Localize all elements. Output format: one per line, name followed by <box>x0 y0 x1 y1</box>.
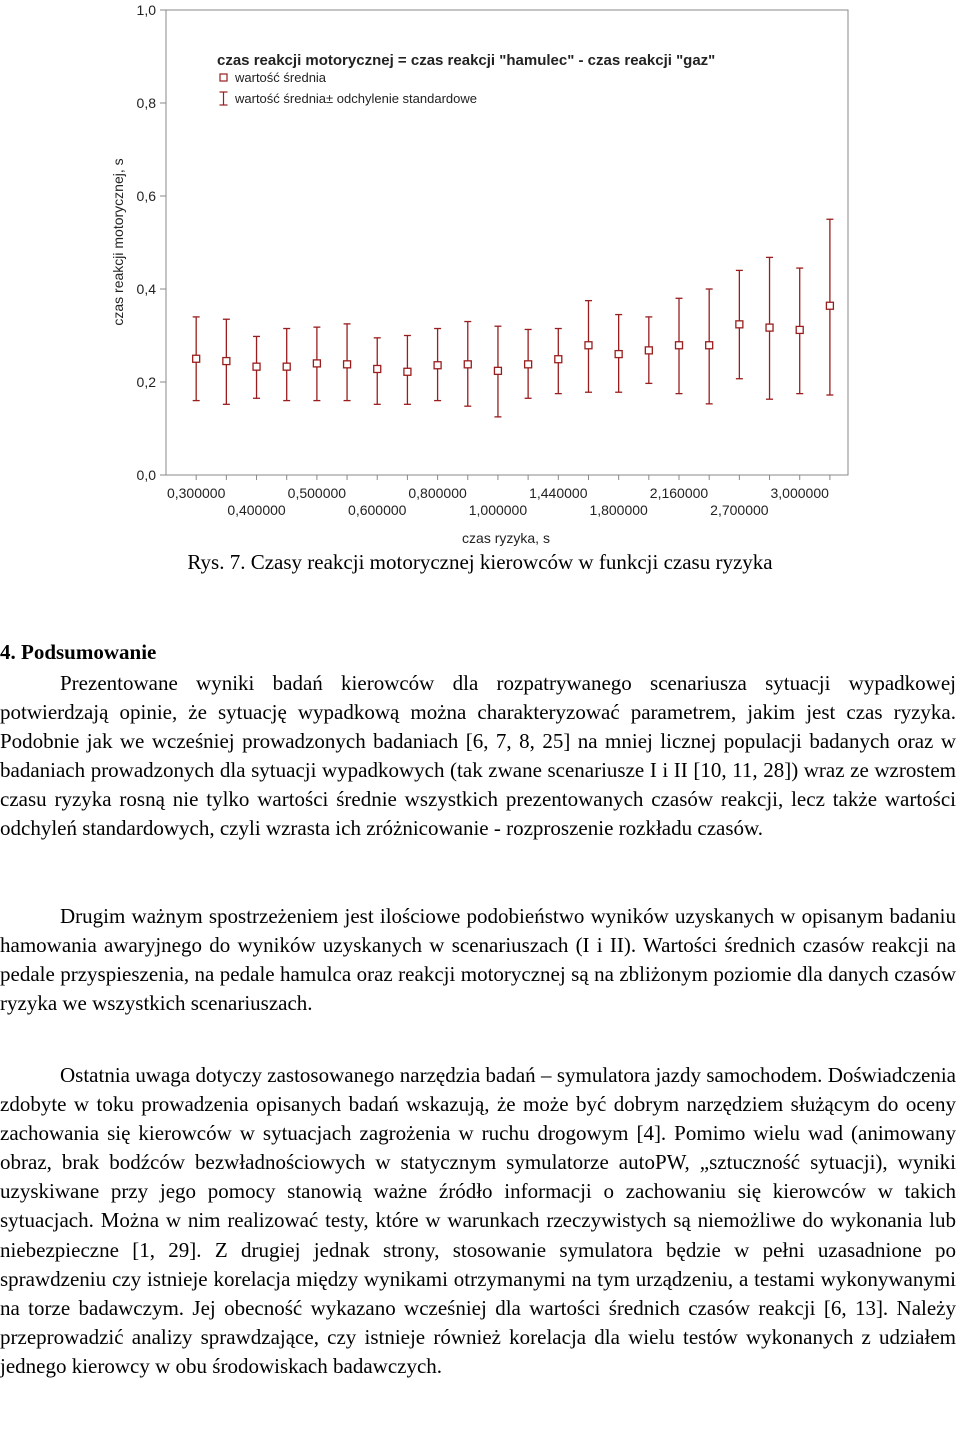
mean-marker <box>223 358 230 365</box>
mean-marker <box>313 360 320 367</box>
x-tick-label: 0,400000 <box>227 502 286 518</box>
paragraph-1: Prezentowane wyniki badań kierowców dla rozpatrywanego scenariusza sytuacji wypadkowej potwierdzają opinie, że sytuację wypadkową można charakteryzować parametrem, jakim jest czas ryzyka. Podobnie jak we wcześniej prowadzonych badaniach [6, 7, 8, 25] na mniej licznej populacji badanych oraz w badaniach prowadzonych dla sytuacji wypadkowych (tak zwane scenariusze I i II [10, 11, 28]) wraz ze wzrostem czasu ryzyka rosną nie tylko wartości średnie wszystkich prezentowanych czasów reakcji, lecz także wartości odchyleń standardowych, czyli wzrasta ich zróżnicowanie - rozproszenie rozkładu czasów. <box>0 671 956 841</box>
section-title: 4. Podsumowanie <box>0 640 157 664</box>
figure-caption: Rys. 7. Czasy reakcji motorycznej kierowców w funkcji czasu ryzyka <box>187 550 773 574</box>
mean-marker <box>494 367 501 374</box>
y-tick-label: 0,8 <box>136 95 156 111</box>
x-tick-label: 3,000000 <box>770 485 829 501</box>
mean-marker <box>766 324 773 331</box>
y-tick-label: 0,6 <box>136 188 156 204</box>
x-tick-label: 2,700000 <box>710 502 769 518</box>
legend-range-label: wartość średnia± odchylenie standardowe <box>235 91 477 106</box>
mean-marker <box>796 326 803 333</box>
x-tick-label: 0,500000 <box>287 485 347 501</box>
mean-marker <box>404 368 411 375</box>
y-tick-label: 0,4 <box>136 281 156 297</box>
mean-marker <box>434 362 441 369</box>
mean-marker <box>253 363 260 370</box>
chart-title: czas reakcji motorycznej = czas reakcji "hamulec" - czas reakcji "gaz" <box>217 52 716 69</box>
legend <box>220 70 478 106</box>
x-tick-label: 0,800000 <box>408 485 467 501</box>
y-tick-label: 0,0 <box>136 467 156 483</box>
x-tick-label: 1,440000 <box>529 485 588 501</box>
mean-marker <box>736 321 743 328</box>
reaction-time-chart <box>0 0 960 548</box>
mean-marker <box>676 342 683 349</box>
legend-errorbar-marker <box>220 92 228 105</box>
data-series <box>193 219 834 417</box>
x-tick-label: 2,160000 <box>649 485 709 501</box>
mean-marker <box>645 347 652 354</box>
legend-mean-label: wartość średnia <box>235 70 327 85</box>
mean-marker <box>283 363 290 370</box>
mean-marker <box>826 302 833 309</box>
legend-mean-marker <box>220 74 227 81</box>
y-tick-label: 1,0 <box>136 2 156 18</box>
mean-marker <box>585 342 592 349</box>
x-tick-label: 1,000000 <box>468 502 528 518</box>
mean-marker <box>374 365 381 372</box>
mean-marker <box>344 361 351 368</box>
mean-marker <box>615 351 622 358</box>
mean-marker <box>706 342 713 349</box>
x-tick-label: 0,600000 <box>348 502 407 518</box>
x-axis <box>167 475 830 518</box>
paragraph-3: Ostatnia uwaga dotyczy zastosowanego narzędzia badań – symulatora jazdy samochodem. Doświadczenia zdobyte w toku prowadzenia opisanych badań wskazują, że może być dobrym narzędziem służącym do oceny zachowania się kierowców w sytuacjach zagrożenia w ruchu drogowym [4]. Pomimo wielu wad (animowany obraz, brak bodźców bezwładnościowych w statycznym symulatorze autoPW, „sztuczność sytuacji), wyniki uzyskiwane przy jego pomocy stanowią ważne źródło informacji o zachowaniu się kierowców w takich sytuacjach. Można w nim realizować testy, które w warunkach rzeczywistych są niemożliwe do wykonania lub niebezpieczne [1, 29]. Z drugiej jednak strony, stosowanie symulatora będzie w pełni uzasadnione po sprawdzeniu czy istnieje korelacja między wynikami otrzymanymi na tym urządzeniu, a testami wykonywanymi na torze badawczym. Jej obecność wykazano wcześniej dla wartości średnich czasów reakcji [6, 13]. Należy przeprowadzić analizy sprawdzające, czy istnieje również korelacja dla wielu testów wykonanych z udziałem jednego kierowcy w obu środowiskach badawczych. <box>0 1063 956 1378</box>
mean-marker <box>555 356 562 363</box>
y-axis <box>137 2 166 483</box>
x-tick-label: 1,800000 <box>589 502 648 518</box>
mean-marker <box>464 361 471 368</box>
paragraph-2: Drugim ważnym spostrzeżeniem jest ilościowe podobieństwo wyników uzyskanych w opisanym badaniu hamowania awaryjnego do wyników uzyskanych w scenariuszach (I i II). Wartości średnich czasów reakcji na pedale przyspieszenia, na pedale hamulca oraz reakcji motorycznej są na zbliżonym poziomie dla danych czasów ryzyka we wszystkich scenariuszach. <box>0 904 956 1016</box>
x-tick-label: 0,300000 <box>166 485 226 501</box>
mean-marker <box>193 355 200 362</box>
y-axis-label: czas reakcji motorycznej, s <box>110 158 126 326</box>
mean-marker <box>525 361 532 368</box>
x-axis-label: czas ryzyka, s <box>462 530 550 546</box>
y-tick-label: 0,2 <box>136 374 156 390</box>
